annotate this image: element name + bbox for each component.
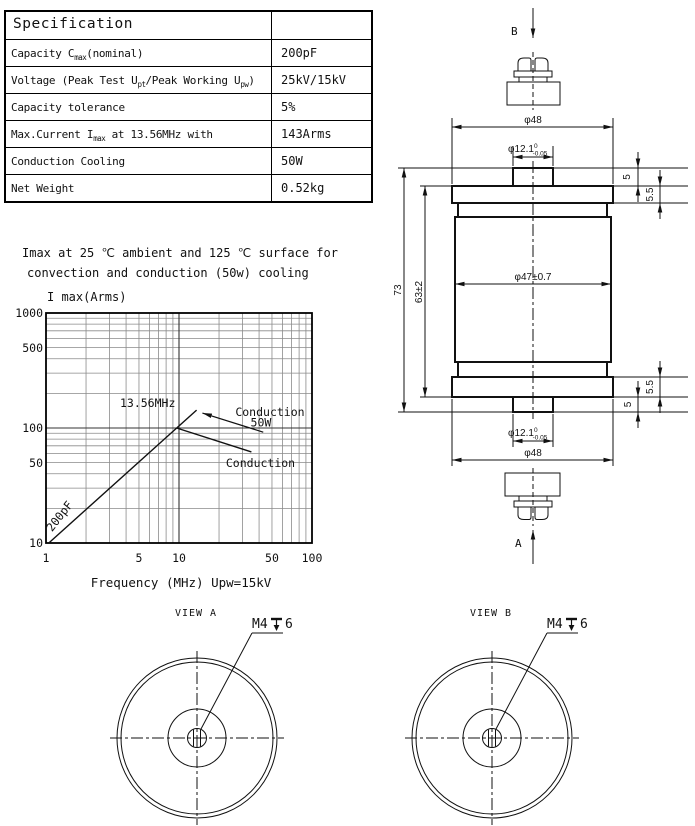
x-tick-label: 100 [301,551,323,565]
chart-annotation: 50W [250,415,272,430]
chart-title-line1: Imax at 25 ℃ ambient and 125 ℃ surface for [22,246,338,260]
y-tick-label: 1000 [15,306,43,321]
x-tick-label: 10 [172,551,186,565]
view-direction-b [511,8,533,38]
chart-plot-area [15,306,322,565]
y-tick-label: 500 [22,340,43,355]
view-a-thread-label: M4 [252,617,268,632]
view-b-depth-value: 6 [580,617,588,632]
spec-value: 5% [281,100,296,114]
chart-y-axis-label: I max(Arms) [47,290,127,304]
dim-label: φ47±0.7 [514,272,552,283]
spec-value: 25kV/15kV [281,73,347,87]
y-tick-label: 10 [29,536,43,551]
chart-annotation: 200pF [43,498,76,535]
depth-symbol-icon [271,619,282,631]
capacitor-side-drawing [390,0,695,580]
spec-value: 0.52kg [281,181,325,195]
dim-label: 5.5 [645,187,656,202]
table-row [6,94,371,121]
spec-label: Voltage (Peak Test $U_{pt}$/Peak Working $U_{pw}$) [6,67,272,93]
dim-body-height-63 [414,186,452,397]
top-terminal-screw [507,52,560,110]
spec-value: 200pF [281,46,318,60]
dim-dia12-top [508,143,553,166]
spec-table-header-empty-cell [272,12,371,39]
view-direction-a [515,530,533,564]
spec-value: 50W [281,154,303,168]
spec-table-body [6,40,371,201]
view-a-depth-value: 6 [285,617,293,632]
chart-x-axis-label: Frequency (MHz) Upw=15kV [90,575,272,590]
chart-annotation: 13.56MHz [119,396,176,411]
chart-annotation: Conduction [225,455,296,470]
spec-table [4,10,373,203]
dim-label: 5.5 [645,380,656,394]
view-b-thread-label: M4 [547,617,563,632]
leader-line [201,633,252,729]
spec-label: Max.Current $I_{max}$ at 13.56MHz with [6,121,272,147]
leader-line [496,633,547,729]
table-row [6,175,371,201]
series-line [177,428,252,452]
dim-label: φ12.1$^0$ -0.05 [508,427,548,442]
spec-table-title: Specification [6,12,272,39]
chart-title-line2: convection and conduction (50w) cooling [27,266,309,280]
table-row [6,121,371,148]
capacitor-body-outline [452,161,613,419]
chart-annotation: Conduction [235,405,305,420]
spec-value: 143Arms [281,127,332,141]
end-views [0,590,695,826]
view-b-title: VIEW B [469,608,513,619]
screw-head-left-lobe [518,58,531,71]
table-row [6,67,371,94]
series-line [49,410,197,543]
dim-label: φ12.1$^0$ -0.05 [508,143,548,158]
screw-head-left-lobe [518,507,531,520]
view-b [405,608,588,825]
table-row [6,148,371,175]
spec-table-header [6,12,371,40]
depth-symbol-icon [566,619,577,631]
y-tick-label: 100 [22,421,43,436]
x-tick-label: 50 [265,551,279,565]
view-a-letter: A [515,537,522,550]
view-a [110,608,293,825]
dim-dia12-bottom [508,414,553,447]
bottom-terminal-screw [505,468,560,526]
dim-label: φ48 [524,115,542,126]
dim-label: 5 [622,174,633,180]
view-b-letter: B [511,25,518,38]
dim-label: 63±2 [414,280,425,304]
y-tick-label: 50 [29,455,43,470]
view-a-title: VIEW A [174,608,218,619]
spec-label: Capacity $C_{max}(nominal)$ [6,40,272,66]
dim-label: 73 [393,284,404,296]
screw-head-right-lobe [535,58,548,71]
spec-label: Net Weight [6,175,272,201]
spec-label: Capacity tolerance [6,94,272,120]
imax-frequency-chart [0,235,380,597]
dim-label: 5 [623,401,634,408]
screw-head-right-lobe [535,507,548,520]
dim-label: φ48 [524,448,542,459]
spec-label: Conduction Cooling [6,148,272,174]
table-row [6,40,371,67]
x-tick-label: 1 [42,551,50,565]
x-tick-label: 5 [135,551,143,565]
